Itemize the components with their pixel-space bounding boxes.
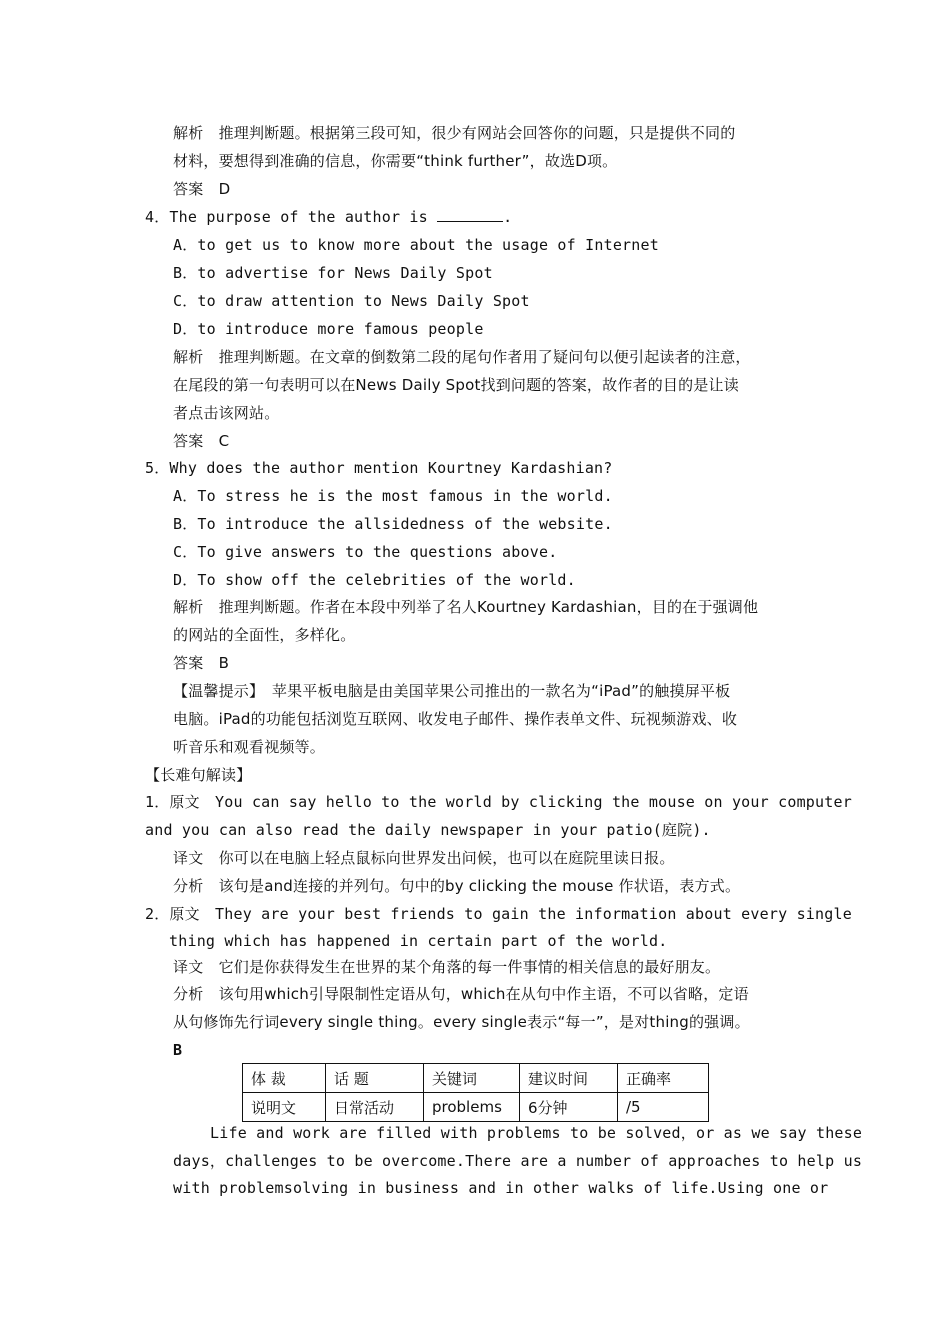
tip-line3: 听音乐和观看视频等。 — [173, 738, 326, 756]
q4-stem-text: 4．The purpose of the author is — [145, 208, 438, 226]
q5-option-c: C．To give answers to the questions above. — [173, 543, 558, 561]
table-header-cell: 建议时间 — [520, 1064, 618, 1093]
s1-translation: 译文 你可以在电脑上轻点鼠标向世界发出问候，也可以在庭院里读日报。 — [173, 849, 675, 867]
table-header-cell: 关键词 — [424, 1064, 520, 1093]
passage-line1: Life and work are filled with problems to be solved，or as we say these — [210, 1124, 863, 1142]
q5-explanation-line1: 解析 推理判断题。作者在本段中列举了名人Kourtney Kardashian，目的在于强调他 — [173, 598, 759, 616]
table-cell: 6分钟 — [520, 1093, 618, 1122]
q4-stem — [145, 207, 512, 227]
table-cell: 日常活动 — [326, 1093, 424, 1122]
s2-translation: 译文 它们是你获得发生在世界的某个角落的每一件事情的相关信息的最好朋友。 — [173, 958, 721, 976]
tip-line1: 【温馨提示】 苹果平板电脑是由美国苹果公司推出的一款名为“iPad”的触摸屏平板 — [173, 682, 731, 700]
table-cell: 说明文 — [243, 1093, 326, 1122]
q3-answer: 答案 D — [173, 180, 231, 198]
s2-original-line2: thing which has happened in certain part of the world. — [169, 932, 668, 950]
q3-explanation-line2: 材料，要想得到准确的信息，你需要“think further”，故选D项。 — [173, 152, 618, 170]
q4-stem-end: . — [503, 208, 513, 226]
s1-original-line2: and you can also read the daily newspaper in your patio(庭院). — [145, 821, 711, 839]
q3-explanation-line1: 解析 推理判断题。根据第三段可知，很少有网站会回答你的问题，只是提供不同的 — [173, 124, 736, 142]
table-header-cell: 体 裁 — [243, 1064, 326, 1093]
table-header-cell: 话 题 — [326, 1064, 424, 1093]
table-cell: problems — [424, 1093, 520, 1122]
s1-original-line1: 1．原文 You can say hello to the world by clicking the mouse on your computer — [145, 793, 852, 811]
q5-option-a: A．To stress he is the most famous in the world. — [173, 487, 613, 505]
q5-stem: 5．Why does the author mention Kourtney Kardashian? — [145, 459, 613, 477]
section-b-label: B — [173, 1041, 183, 1059]
q4-blank — [437, 207, 503, 222]
passage-line3: with problemsolving in business and in other walks of life.Using one or — [173, 1179, 829, 1197]
tip-line2: 电脑。iPad的功能包括浏览互联网、收发电子邮件、操作表单文件、玩视频游戏、收 — [173, 710, 738, 728]
q5-answer: 答案 B — [173, 654, 230, 672]
table-header-row — [243, 1064, 709, 1093]
q4-explanation-line1: 解析 推理判断题。在文章的倒数第二段的尾句作者用了疑问句以便引起读者的注意， — [173, 348, 751, 366]
q4-answer: 答案 C — [173, 432, 230, 450]
s1-analysis: 分析 该句是and连接的并列句。句中的by clicking the mouse 作状语，表方式。 — [173, 877, 741, 895]
passage-info-table — [242, 1063, 709, 1122]
q4-option-a: A．to get us to know more about the usage of Internet — [173, 236, 659, 254]
q4-explanation-line3: 者点击该网站。 — [173, 404, 280, 422]
q4-explanation-line2: 在尾段的第一句表明可以在News Daily Spot找到问题的答案，故作者的目的是让读 — [173, 376, 739, 394]
long-sentences-heading: 【长难句解读】 — [145, 766, 252, 784]
q4-option-c: C．to draw attention to News Daily Spot — [173, 292, 530, 310]
s2-original-line1: 2．原文 They are your best friends to gain the information about every single — [145, 905, 852, 923]
q4-option-b: B．to advertise for News Daily Spot — [173, 264, 493, 282]
s2-analysis-line2: 从句修饰先行词every single thing。every single表示“每一”，是对thing的强调。 — [173, 1013, 750, 1031]
table-cell: /5 — [618, 1093, 709, 1122]
passage-line2: days，challenges to be overcome.There are a number of approaches to help us — [173, 1152, 863, 1170]
q5-option-d: D．To show off the celebrities of the world. — [173, 571, 576, 589]
s2-analysis-line1: 分析 该句用which引导限制性定语从句，which在从句中作主语，不可以省略，定语 — [173, 985, 749, 1003]
table-header-cell: 正确率 — [618, 1064, 709, 1093]
q4-option-d: D．to introduce more famous people — [173, 320, 484, 338]
q5-option-b: B．To introduce the allsidedness of the website. — [173, 515, 613, 533]
q5-explanation-line2: 的网站的全面性，多样化。 — [173, 626, 356, 644]
table-row — [243, 1093, 709, 1122]
